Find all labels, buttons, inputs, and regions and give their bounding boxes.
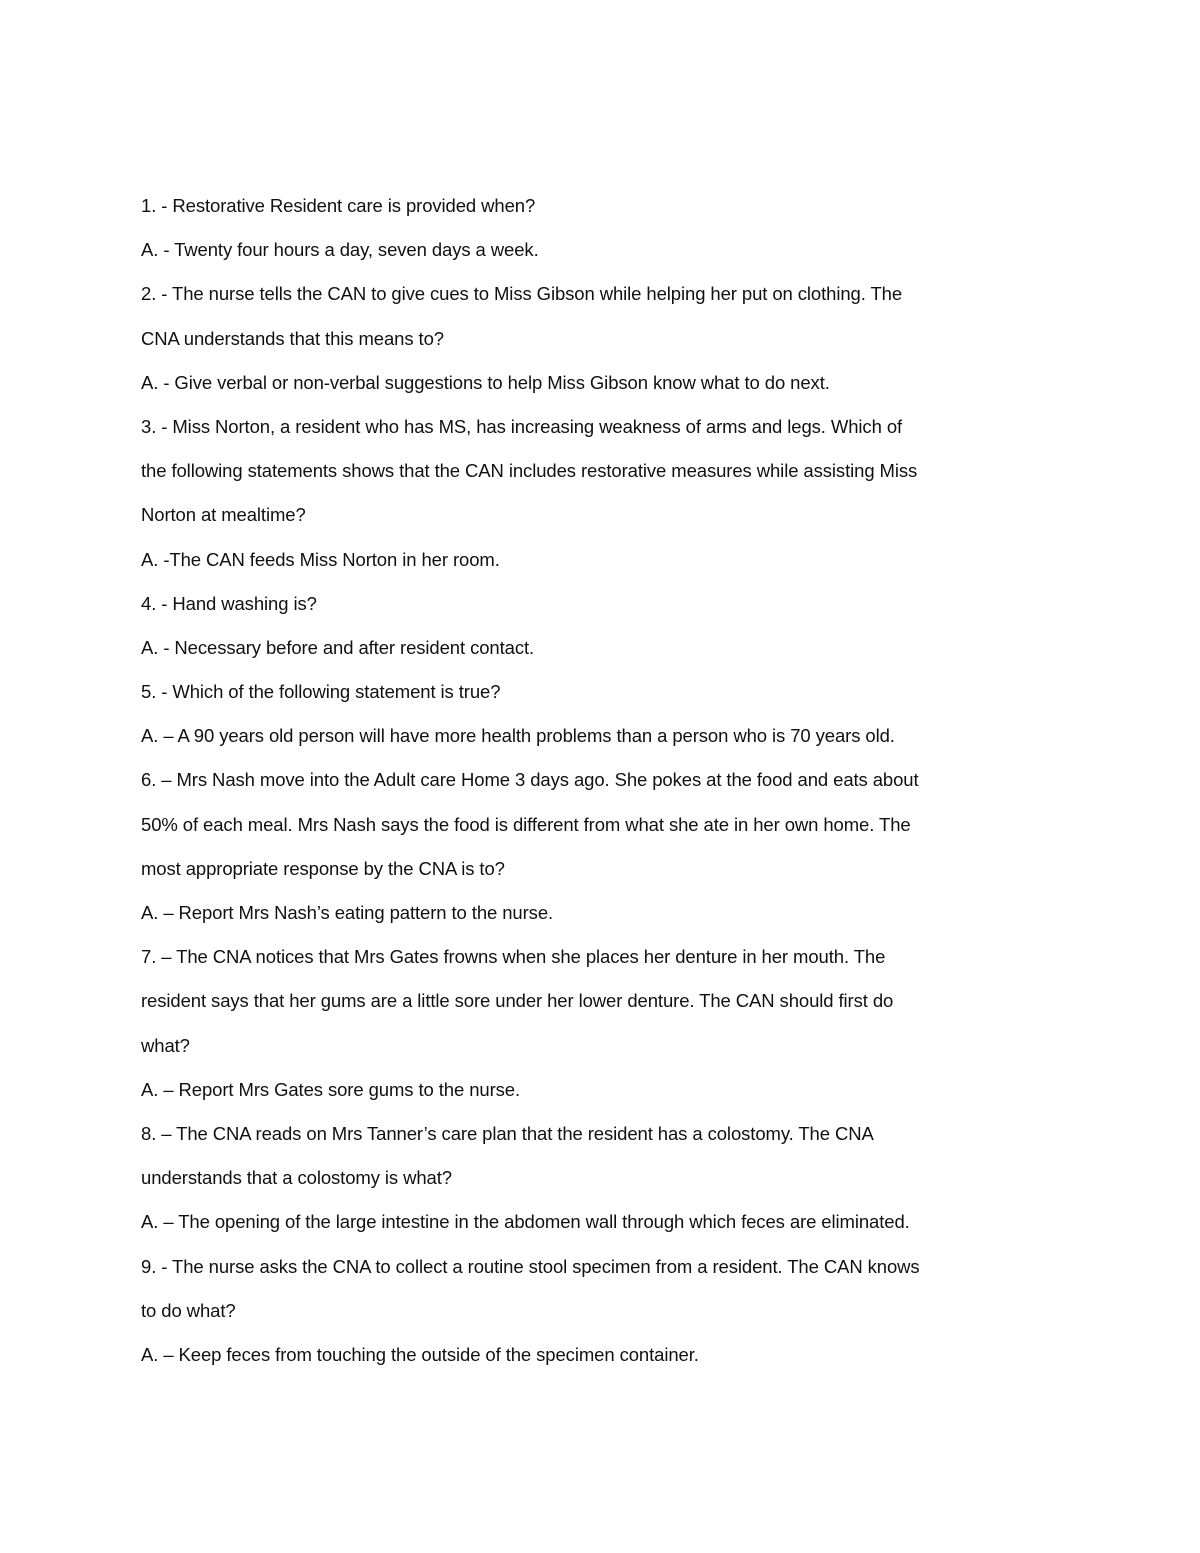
answer-8: A. – The opening of the large intestine in the abdomen wall through which feces are eliminated. — [141, 1211, 910, 1233]
question-5: 5. - Which of the following statement is true? — [141, 681, 501, 703]
question-9-line-2: to do what? — [141, 1299, 236, 1321]
question-3-line-1: 3. - Miss Norton, a resident who has MS, has increasing weakness of arms and legs. Which of — [141, 415, 903, 437]
question-8-line-2: understands that a colostomy is what? — [141, 1167, 452, 1189]
answer-1: A. - Twenty four hours a day, seven days a week. — [141, 239, 539, 261]
answer-9: A. – Keep feces from touching the outside of the specimen container. — [141, 1343, 699, 1365]
question-6-line-2: 50% of each meal. Mrs Nash says the food is different from what she ate in her own home. The — [141, 813, 911, 835]
answer-3: A. -The CAN feeds Miss Norton in her room. — [141, 548, 500, 570]
answer-7: A. – Report Mrs Gates sore gums to the nurse. — [141, 1078, 521, 1100]
question-2-line-1: 2. - The nurse tells the CAN to give cues to Miss Gibson while helping her put on clothing. The — [141, 283, 903, 305]
question-3-line-3: Norton at mealtime? — [141, 504, 306, 526]
question-7-line-3: what? — [141, 1034, 190, 1056]
question-1: 1. - Restorative Resident care is provided when? — [141, 195, 536, 216]
question-9-line-1: 9. - The nurse asks the CNA to collect a routine stool specimen from a resident. The CAN knows — [141, 1255, 920, 1277]
document-body — [141, 184, 1001, 1377]
answer-5: A. – A 90 years old person will have more health problems than a person who is 70 years old. — [141, 725, 895, 747]
question-6-line-3: most appropriate response by the CNA is to? — [141, 857, 505, 879]
question-7-line-1: 7. – The CNA notices that Mrs Gates frowns when she places her denture in her mouth. The — [141, 946, 886, 968]
answer-4: A. - Necessary before and after resident contact. — [141, 636, 535, 658]
question-2-line-2: CNA understands that this means to? — [141, 327, 444, 349]
question-6-line-1: 6. – Mrs Nash move into the Adult care Home 3 days ago. She pokes at the food and eats about — [141, 769, 919, 791]
question-4: 4. - Hand washing is? — [141, 592, 317, 614]
answer-2: A. - Give verbal or non-verbal suggestions to help Miss Gibson know what to do next. — [141, 371, 830, 393]
question-7-line-2: resident says that her gums are a little sore under her lower denture. The CAN should first do — [141, 990, 894, 1012]
question-8-line-1: 8. – The CNA reads on Mrs Tanner’s care plan that the resident has a colostomy. The CNA — [141, 1122, 874, 1144]
answer-6: A. – Report Mrs Nash’s eating pattern to the nurse. — [141, 902, 554, 923]
question-3-line-2: the following statements shows that the CAN includes restorative measures while assisting Miss — [141, 460, 918, 482]
